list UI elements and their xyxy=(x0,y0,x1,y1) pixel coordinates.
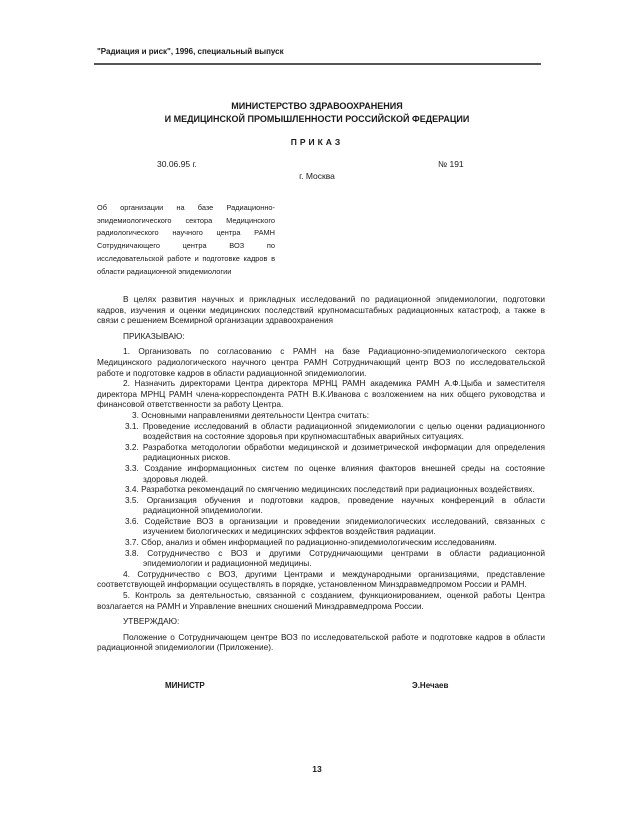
order-subitem: 3.8. Сотрудничество с ВОЗ и другими Сотрудничающими центрами в области радиационной эпидемиологии и радиационной медицины. xyxy=(125,547,545,569)
order-number: № 191 xyxy=(438,159,464,169)
order-subitem: 3.7. Сбор, анализ и обмен информацией по радиационно-эпидемиологическим исследованиям. xyxy=(125,537,497,548)
order-item: 3. Основными направлениями деятельности Центра считать: xyxy=(132,409,370,420)
order-body xyxy=(97,294,545,653)
order-subitem: 3.6. Содействие ВОЗ в организации и проведении эпидемиологических исследований, связанных с изучением биологических и медицинских эффектов воздействия радиации. xyxy=(125,515,545,537)
order-subject: Об организации на базе Радиационно-эпидемиологического сектора Медицинского радиологического научного центра РАМН Сотрудничающего центра ВОЗ по исследовательской работе и подготовке кадров в области радиационной эпидемиологии xyxy=(97,203,275,276)
ministry-title xyxy=(0,100,634,126)
order-subitem: 3.4. Разработка рекомендаций по смягчению медицинских последствий при радиационных воздействиях. xyxy=(125,484,535,495)
running-header: "Радиация и риск", 1996, специальный выпуск xyxy=(97,47,284,56)
header-rule xyxy=(94,63,541,65)
order-item: 2. Назначить директорами Центра директора МРНЦ РАМН академика РАМН А.Ф.Цыба и заместителя директора МРНЦ РАМН члена-корреспондента РАТН В.К.Иванова с возложением на них общего руководства и финансовой ответственности за работу Центра. xyxy=(97,378,545,410)
order-item: 5. Контроль за деятельностью, связанной с созданием, функционированием, оценкой работы Центра возлагается на РАМН и Управление внешних сношений Минздравмедпрома России. xyxy=(97,590,545,611)
order-subitem: 3.1. Проведение исследований в области радиационной эпидемиологии с целью оценки радиационного воздействия на состояние здоровья при крупномасштабных аварийных ситуациях. xyxy=(125,420,545,442)
order-city: г. Москва xyxy=(299,171,335,181)
ministry-title-line1: МИНИСТЕРСТВО ЗДРАВООХРАНЕНИЯ xyxy=(231,101,403,111)
approve-word: УТВЕРЖДАЮ: xyxy=(123,616,180,627)
order-word: ПРИКАЗЫВАЮ: xyxy=(123,330,185,341)
order-item: 4. Сотрудничество с ВОЗ, другими Центрами и международными организациями, представление соответствующей информации осуществлять в порядке, установленном Минздравмедпромом России и РАМН. xyxy=(97,568,545,590)
order-subitem: 3.3. Создание информационных систем по оценке влияния факторов внешней среды на состояние здоровья людей. xyxy=(125,462,545,484)
minister-label: МИНИСТР xyxy=(165,681,205,690)
intro-paragraph: В целях развития научных и прикладных исследований по радиационной эпидемиологии, подготовки кадров, изучения и оценки медицинских последствий крупномасштабных радиационных катастроф, а также в связи с решением Всемирной организации здравоохранения xyxy=(97,294,545,326)
order-subitem: 3.5. Организация обучения и подготовки кадров, проведение научных конференций в области радиационной эпидемиологии. xyxy=(125,494,545,516)
order-item: 1. Организовать по согласованию с РАМН на базе Радиационно-эпидемиологического сектора Медицинского радиологического научного центра РАМН Сотрудничающий центр ВОЗ по исследовательской работе и подготовке кадров в области радиационной эпидемиологии. xyxy=(97,346,545,378)
order-date: 30.06.95 г. xyxy=(157,159,197,169)
page-number: 13 xyxy=(312,764,322,774)
order-subitem: 3.2. Разработка методологии обработки медицинской и дозиметрической информации для определения радиационных рисков. xyxy=(125,441,545,463)
signer-name: Э.Нечаев xyxy=(412,681,449,690)
ministry-title-line2: И МЕДИЦИНСКОЙ ПРОМЫШЛЕННОСТИ РОССИЙСКОЙ ФЕДЕРАЦИИ xyxy=(164,114,470,124)
approve-text: Положение о Сотрудничающем центре ВОЗ по исследовательской работе и подготовке кадров в области радиационной эпидемиологии (Приложение). xyxy=(97,631,545,653)
document-type: ПРИКАЗ xyxy=(290,137,344,147)
